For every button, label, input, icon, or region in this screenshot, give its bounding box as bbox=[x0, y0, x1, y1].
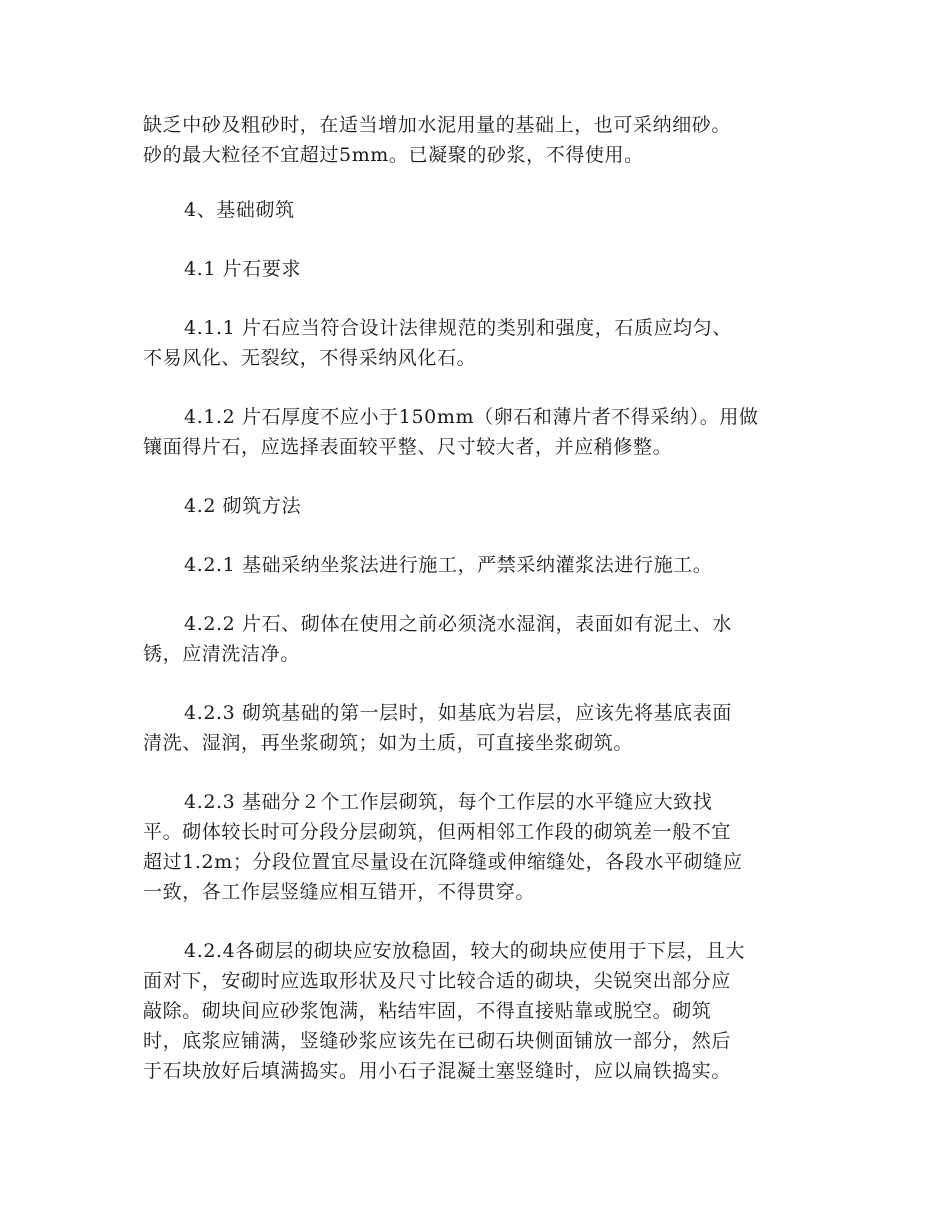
text-line: 不易风化、无裂纹，不得采纳风化石。 bbox=[143, 347, 477, 369]
text-line: 4、基础砌筑 bbox=[184, 199, 295, 221]
paragraph-section-4-2-3-a bbox=[143, 698, 811, 758]
document-page bbox=[143, 110, 811, 1115]
paragraph-section-4-2-1 bbox=[143, 550, 811, 580]
text-line: 清洗、湿润，再坐浆砌筑；如为土质，可直接坐浆砌筑。 bbox=[143, 732, 634, 754]
text-line: 敲除。砌块间应砂浆饱满，粘结牢固，不得直接贴靠或脱空。砌筑 bbox=[143, 1000, 712, 1022]
paragraph-sand-requirement-cont bbox=[143, 110, 811, 170]
text-line: 缺乏中砂及粗砂时，在适当增加水泥用量的基础上，也可采纳细砂。 bbox=[143, 114, 732, 136]
text-line: 平。砌体较长时可分段分层砌筑，但两相邻工作段的砌筑差一般不宜 bbox=[143, 821, 732, 843]
text-line: 一致，各工作层竖缝应相互错开，不得贯穿。 bbox=[143, 881, 536, 903]
paragraph-section-4-2-3-b bbox=[143, 787, 811, 907]
paragraph-section-4 bbox=[143, 195, 811, 225]
paragraph-section-4-1-1 bbox=[143, 313, 811, 373]
text-line: 于石块放好后填满捣实。用小石子混凝土塞竖缝时，应以扁铁捣实。 bbox=[143, 1060, 732, 1082]
paragraph-section-4-1-2 bbox=[143, 402, 811, 462]
text-line: 时，底浆应铺满，竖缝砂浆应该先在已砌石块侧面铺放一部分，然后 bbox=[143, 1030, 732, 1052]
text-line: 超过1.2m；分段位置宜尽量设在沉降缝或伸缩缝处，各段水平砌缝应 bbox=[143, 851, 743, 873]
text-line: 4.2.3 基础分２个工作层砌筑，每个工作层的水平缝应大致找 bbox=[184, 791, 713, 813]
paragraph-section-4-2 bbox=[143, 491, 811, 521]
text-line: 4.1 片石要求 bbox=[184, 258, 302, 280]
paragraph-section-4-2-4 bbox=[143, 936, 811, 1086]
text-line: 4.2.1 基础采纳坐浆法进行施工，严禁采纳灌浆法进行施工。 bbox=[184, 554, 713, 576]
text-line: 面对下，安砌时应选取形状及尺寸比较合适的砌块，尖锐突出部分应 bbox=[143, 970, 732, 992]
text-line: 砂的最大粒径不宜超过5mm。已凝聚的砂浆，不得使用。 bbox=[143, 144, 644, 166]
text-line: 4.2.2 片石、砌体在使用之前必须浇水湿润，表面如有泥土、水 bbox=[184, 613, 732, 635]
text-line: 4.2.3 砌筑基础的第一层时，如基底为岩层，应该先将基底表面 bbox=[184, 702, 732, 724]
text-line: 锈，应清洗洁净。 bbox=[143, 643, 300, 665]
text-line: 4.1.2 片石厚度不应小于150mm（卵石和薄片者不得采纳）。用做 bbox=[184, 406, 759, 428]
text-line: 4.2.4各砌层的砌块应安放稳固，较大的砌块应使用于下层，且大 bbox=[184, 940, 745, 962]
paragraph-section-4-1 bbox=[143, 254, 811, 284]
text-line: 镶面得片石，应选择表面较平整、尺寸较大者，并应稍修整。 bbox=[143, 436, 673, 458]
paragraph-section-4-2-2 bbox=[143, 609, 811, 669]
text-line: 4.2 砌筑方法 bbox=[184, 495, 302, 517]
text-line: 4.1.1 片石应当符合设计法律规范的类别和强度，石质应均匀、 bbox=[184, 317, 732, 339]
